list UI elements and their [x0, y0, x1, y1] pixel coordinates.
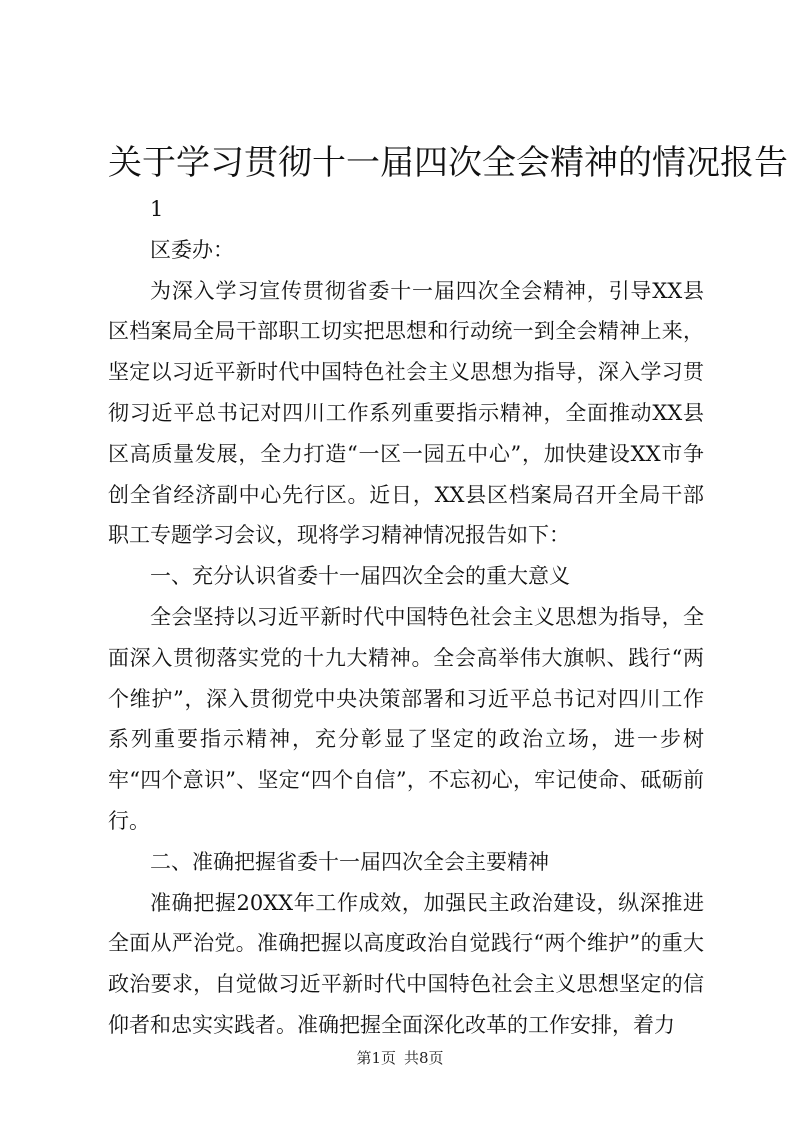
section-number: 1: [150, 197, 164, 221]
document-title: 关于学习贯彻十一届四次全会精神的情况报告: [108, 143, 788, 183]
paragraph-main-spirit: 准确把握20XX年工作成效，加强民主政治建设，纵深推进全面从严治党。准确把握以高度政治自觉践行“两个维护”的重大政治要求，自觉做习近平新时代中国特色社会主义思想坚定的信仰者和忠实实践者。准确把握全面深化改革的工作安排，着力: [108, 890, 704, 1037]
heading-two: 二、准确把握省委十一届四次全会主要精神: [150, 849, 549, 874]
document-body: [108, 189, 704, 1046]
intro-paragraph: 为深入学习宣传贯彻省委十一届四次全会精神，引导XX县区档案局全局干部职工切实把思想和行动统一到全会精神上来，坚定以习近平新时代中国特色社会主义思想为指导，深入学习贯彻习近平总书记对四川工作系列重要指示精神，全面推动XX县区高质量发展，全力打造“一区一园五中心”，加快建设XX市争创全省经济副中心先行区。近日，XX县区档案局召开全局干部职工专题学习会议，现将学习精神情况报告如下：: [108, 278, 704, 548]
page-total: 共8页: [404, 1049, 444, 1067]
page-footer: [0, 1048, 800, 1068]
salutation: 区委办：: [150, 237, 234, 262]
page-number: 第1页: [356, 1049, 396, 1067]
heading-one: 一、充分认识省委十一届四次全会的重大意义: [150, 564, 570, 589]
paragraph-significance: 全会坚持以习近平新时代中国特色社会主义思想为指导，全面深入贯彻落实党的十九大精神。全会高举伟大旗帜、践行“两个维护”，深入贯彻党中央决策部署和习近平总书记对四川工作系列重要指示精神，充分彰显了坚定的政治立场，进一步树牢“四个意识”、坚定“四个自信”，不忘初心，牢记使命、砥砺前行。: [108, 604, 704, 833]
